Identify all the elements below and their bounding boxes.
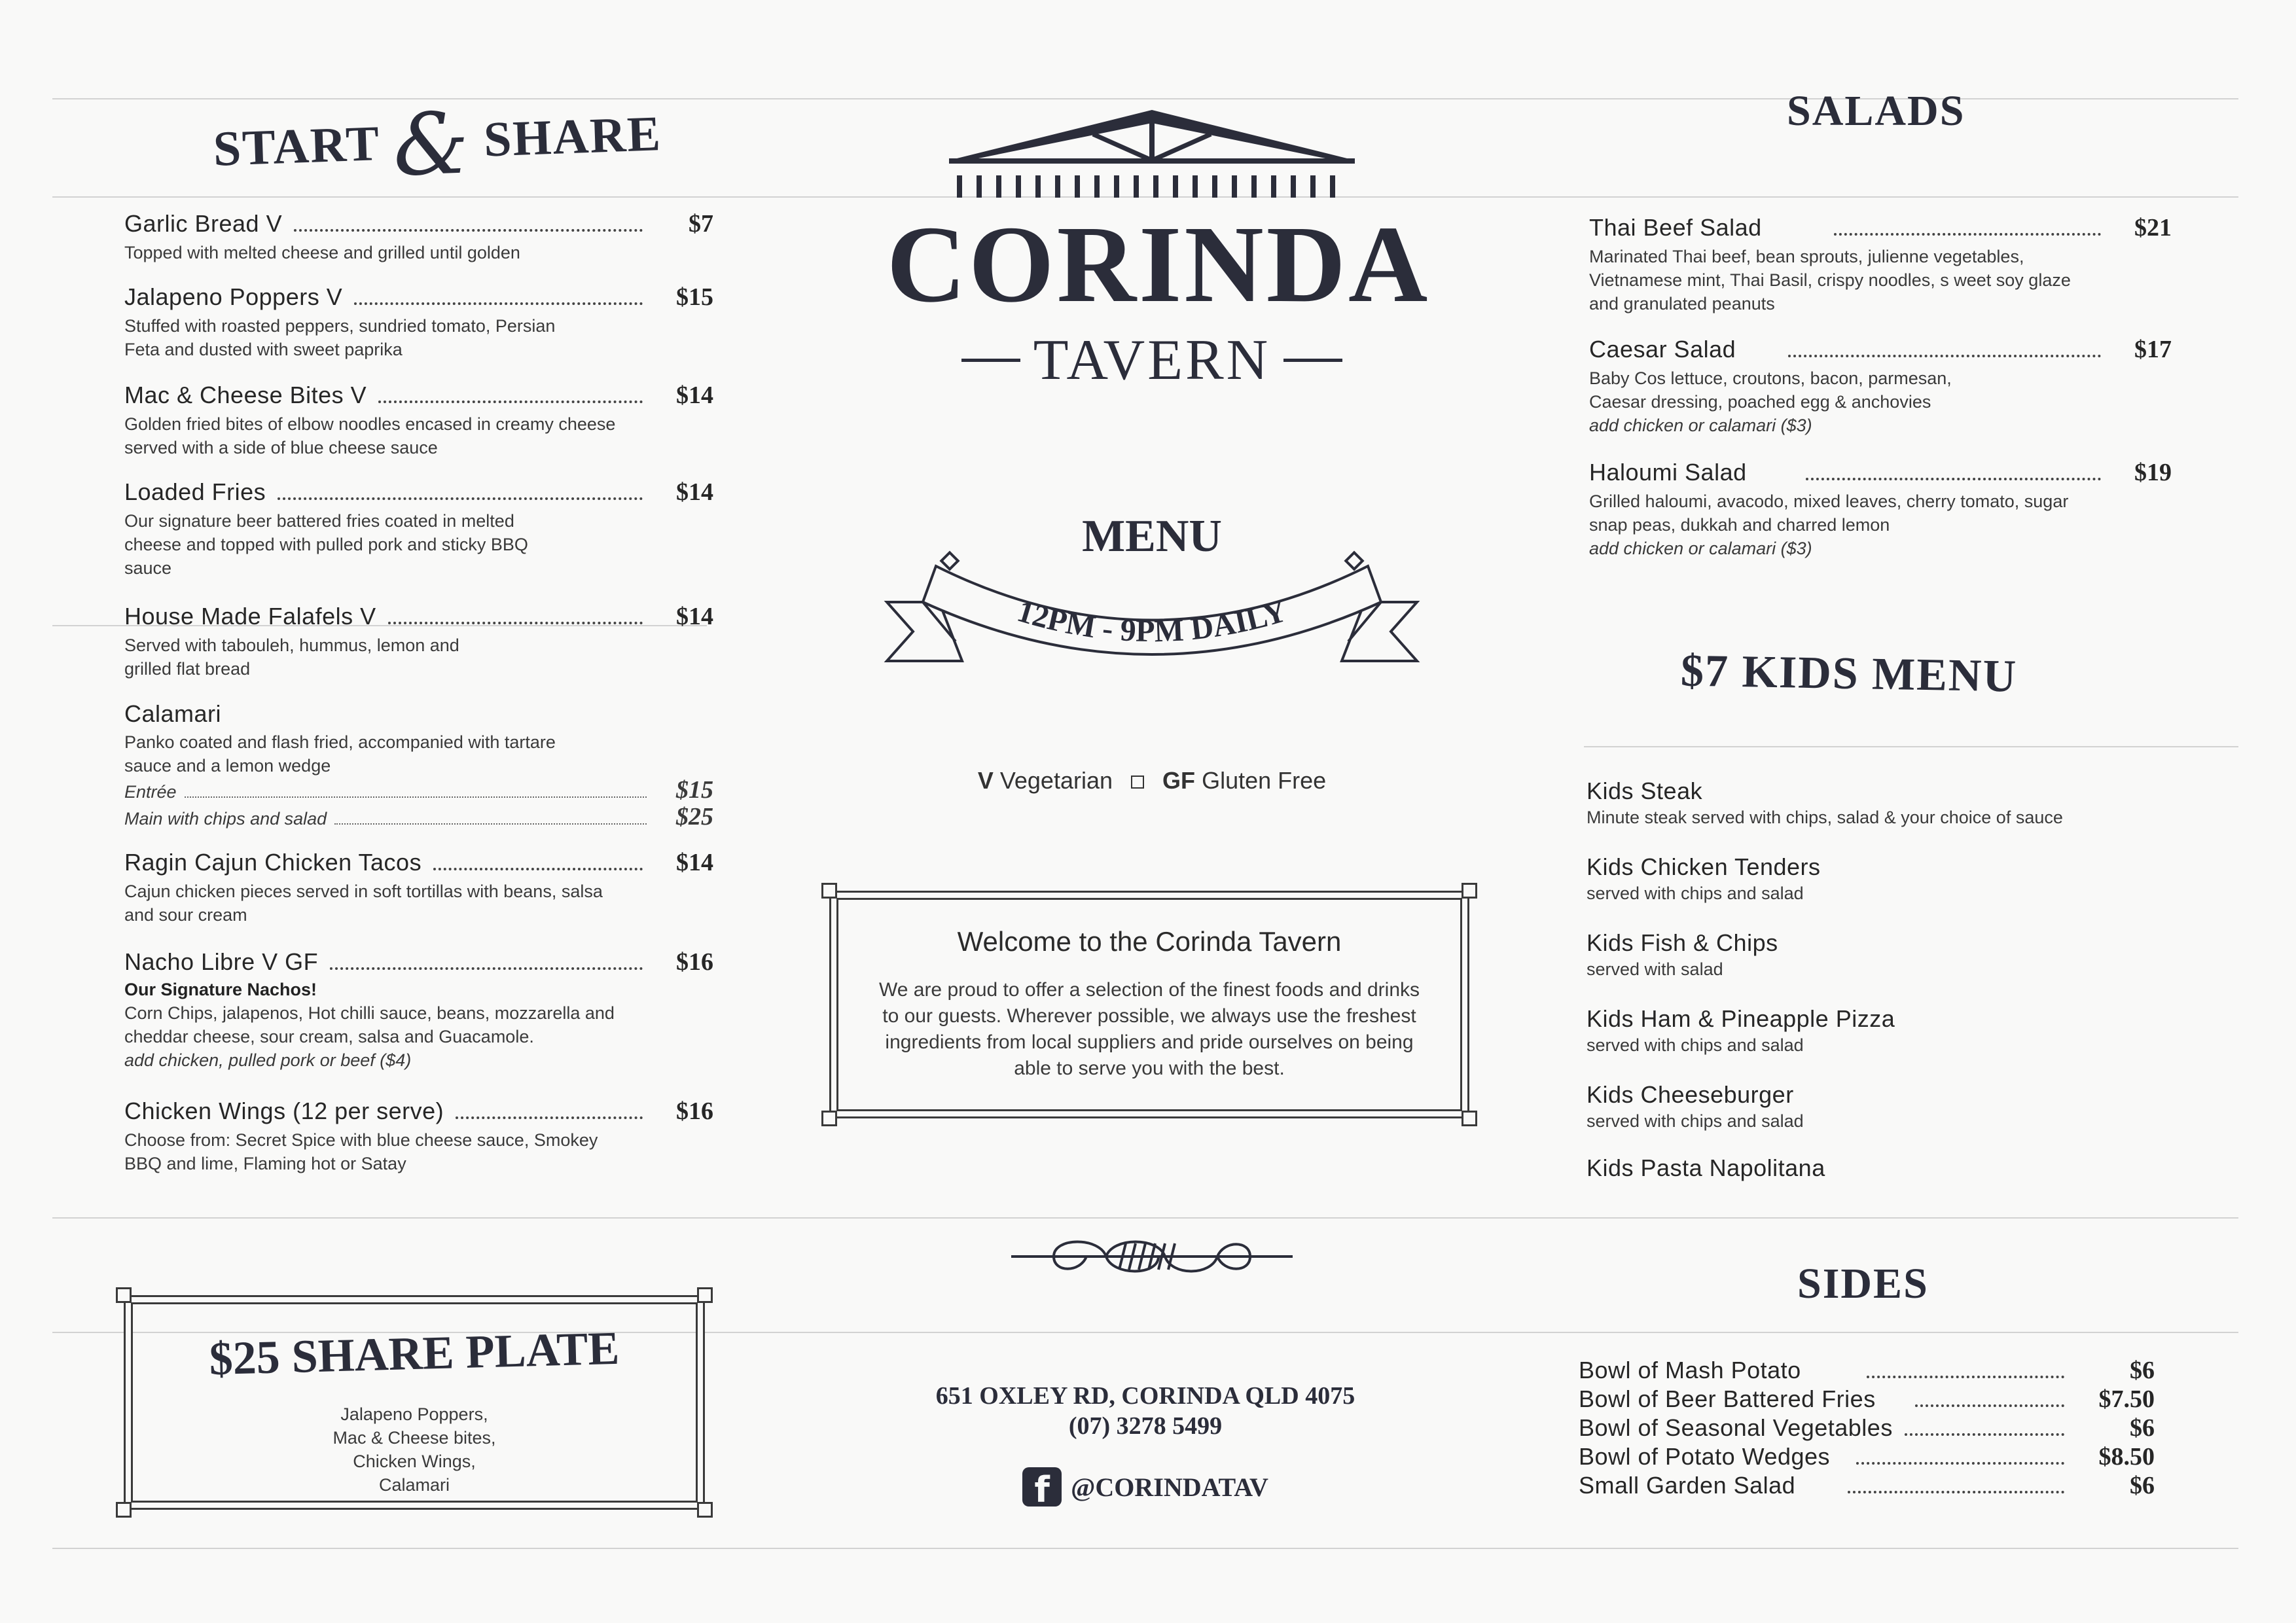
frame-corner: [1462, 1111, 1477, 1126]
menu-item: [124, 283, 713, 361]
item-name: Jalapeno Poppers V: [124, 283, 343, 310]
ampersand: &: [391, 93, 472, 196]
heading-word: SHARE: [482, 106, 663, 168]
item-name: Calamari: [124, 700, 222, 727]
item-desc: Choose from: Secret Spice with blue cheese sauce, Smokey BBQ and lime, Flaming hot or Satay: [124, 1130, 598, 1173]
legend-code: GF: [1162, 767, 1196, 794]
option-label: Entrée: [124, 782, 177, 802]
item-name: Kids Ham & Pineapple Pizza: [1587, 1005, 1895, 1032]
item-price: $16: [676, 1097, 713, 1125]
item-desc: Golden fried bites of elbow noodles encased in creamy cheese served with a side of blue cheese sauce: [124, 414, 616, 457]
item-addon: add chicken or calamari ($3): [1589, 539, 1812, 558]
item-desc: Panko coated and flash fried, accompanied with tartare sauce and a lemon wedge: [124, 732, 556, 776]
item-price: $14: [676, 382, 713, 409]
ribbon-banner-icon: [884, 537, 1420, 687]
item-addon: add chicken or calamari ($3): [1589, 416, 1812, 435]
item-desc: Our signature beer battered fries coated in melted cheese and topped with pulled pork and sticky BBQ sauce: [124, 511, 528, 578]
option-price: $25: [676, 803, 713, 830]
item-desc: Marinated Thai beef, bean sprouts, julienne vegetables, Vietnamese mint, Thai Basil, crispy noodles, s weet soy glaze and granulated peanuts: [1589, 247, 2071, 313]
legend-label: Vegetarian: [999, 767, 1113, 794]
menu-item: [124, 1097, 713, 1175]
share-plate-line: Calamari: [378, 1475, 450, 1495]
contact-block: [851, 1381, 1440, 1441]
menu-item: [124, 478, 713, 580]
item-desc: Corn Chips, jalapenos, Hot chilli sauce, beans, mozzarella and cheddar cheese, sour cream, salsa and Guacamole.: [124, 1003, 615, 1046]
item-price: $14: [676, 603, 713, 630]
phone[interactable]: (07) 3278 5499: [1068, 1412, 1223, 1440]
item-name: Kids Chicken Tenders: [1587, 853, 1821, 880]
item-price: $8.50: [2098, 1443, 2155, 1471]
square-bullet-icon: [1131, 776, 1144, 789]
start-share-list: [124, 0, 713, 1211]
menu-item: [124, 848, 713, 927]
item-price: $6: [2130, 1414, 2155, 1442]
side-item: [1579, 1385, 2155, 1414]
brand-name: CORINDA: [886, 204, 1431, 325]
item-desc: served with chips and salad: [1587, 883, 1804, 903]
item-tagline: Our Signature Nachos!: [124, 980, 317, 999]
item-price: $16: [676, 948, 713, 976]
item-desc: served with salad: [1587, 959, 1723, 979]
menu-item: [124, 602, 713, 681]
frame-corner: [116, 1502, 132, 1518]
share-plate-line: Chicken Wings,: [353, 1452, 476, 1471]
item-name: Ragin Cajun Chicken Tacos: [124, 849, 422, 876]
flourish-icon: [1008, 1230, 1296, 1283]
price-option: [124, 804, 713, 831]
sides-heading: SIDES: [1797, 1260, 1929, 1308]
frame-corner: [697, 1287, 713, 1303]
frame-corner: [821, 883, 837, 899]
item-name: Caesar Salad: [1589, 336, 1736, 363]
menu-item: [124, 209, 713, 264]
item-desc: served with chips and salad: [1587, 1035, 1804, 1055]
legend-label: Gluten Free: [1202, 767, 1327, 794]
welcome-title: Welcome to the Corinda Tavern: [957, 926, 1342, 957]
menu-item: [124, 381, 713, 459]
item-name: Bowl of Potato Wedges: [1579, 1443, 1831, 1470]
address: 651 OXLEY RD, CORINDA QLD 4075: [935, 1382, 1355, 1410]
item-price: $17: [2134, 336, 2172, 363]
item-desc: Stuffed with roasted peppers, sundried tomato, Persian Feta and dusted with sweet paprika: [124, 316, 556, 359]
item-price: $6: [2130, 1472, 2155, 1499]
item-name: Haloumi Salad: [1589, 459, 1747, 486]
item-name: Mac & Cheese Bites V: [124, 382, 367, 408]
side-item: [1579, 1414, 2155, 1442]
item-name: House Made Falafels V: [124, 603, 376, 630]
item-name: Kids Pasta Napolitana: [1587, 1154, 1825, 1181]
item-name: Chicken Wings (12 per serve): [124, 1097, 444, 1124]
side-item: [1579, 1356, 2155, 1385]
item-price: $14: [676, 849, 713, 876]
share-plate-line: Jalapeno Poppers,: [340, 1404, 488, 1424]
item-name: Kids Fish & Chips: [1587, 929, 1778, 956]
share-plate-box: [131, 1302, 698, 1503]
item-name: Garlic Bread V: [124, 210, 283, 237]
option-price: $15: [676, 776, 713, 804]
brand-sub-row: [956, 327, 1348, 393]
dietary-legend: [910, 767, 1394, 794]
facebook-handle[interactable]: @CORINDATAV: [1071, 1472, 1268, 1502]
item-name: Bowl of Seasonal Vegetables: [1579, 1414, 1893, 1441]
item-price: $14: [676, 478, 713, 506]
item-name: Loaded Fries: [124, 478, 266, 505]
kids-heading: $7 KIDS MENU: [1680, 645, 2018, 702]
divider: [1283, 359, 1342, 362]
facebook-handle-row[interactable]: [851, 1467, 1440, 1507]
menu-item: [124, 948, 713, 1072]
price-option: [124, 777, 713, 804]
item-name: Thai Beef Salad: [1589, 214, 1762, 241]
brand-sub: TAVERN: [1033, 329, 1271, 392]
frame-corner: [1462, 883, 1477, 899]
item-addon: add chicken, pulled pork or beef ($4): [124, 1050, 412, 1070]
item-price: $7: [689, 210, 713, 238]
item-name: Small Garden Salad: [1579, 1472, 1796, 1499]
welcome-box: [836, 898, 1462, 1111]
item-desc: Topped with melted cheese and grilled until golden: [124, 243, 520, 262]
item-desc: Served with tabouleh, hummus, lemon and grilled flat bread: [124, 635, 459, 679]
item-price: $21: [2134, 214, 2172, 241]
item-price: $7.50: [2098, 1385, 2155, 1413]
option-label: Main with chips and salad: [124, 809, 327, 829]
item-price: $15: [676, 283, 713, 311]
heading-word: START: [212, 116, 380, 177]
item-desc: Minute steak served with chips, salad & your choice of sauce: [1587, 808, 2063, 827]
menu-label: MENU: [1082, 511, 1222, 562]
item-name: Kids Cheeseburger: [1587, 1081, 1794, 1108]
divider: [961, 359, 1020, 362]
item-name: Nacho Libre V GF: [124, 948, 319, 975]
item-desc: served with chips and salad: [1587, 1111, 1804, 1131]
item-price: $19: [2134, 459, 2172, 486]
item-desc: Grilled haloumi, avacodo, mixed leaves, cherry tomato, sugar snap peas, dukkah and charred lemon: [1589, 491, 2069, 535]
item-name: Bowl of Mash Potato: [1579, 1357, 1801, 1383]
legend-code: V: [977, 767, 994, 794]
frame-corner: [116, 1287, 132, 1303]
roof-logo-icon: [942, 105, 1361, 203]
hours-text: 12PM - 9PM DAILY: [1013, 594, 1291, 649]
sides-list: [1579, 0, 2168, 1571]
share-plate-lines: [133, 1402, 696, 1497]
salads-heading: SALADS: [1787, 87, 1965, 135]
share-plate-line: Mac & Cheese bites,: [332, 1428, 496, 1448]
menu-item: [124, 700, 713, 831]
item-name: Kids Steak: [1587, 777, 1703, 804]
facebook-icon: f: [1022, 1467, 1062, 1507]
frame-corner: [821, 1111, 837, 1126]
item-desc: Baby Cos lettuce, croutons, bacon, parmesan, Caesar dressing, poached egg & anchovies: [1589, 368, 1952, 412]
welcome-body: We are proud to offer a selection of the finest foods and drinks to our guests. Wherever possible, we always use the freshest ingredients from local suppliers and pride ourselves on being able to serve you with the best.: [878, 979, 1420, 1079]
share-plate-title: $25 SHARE PLATE: [208, 1321, 620, 1385]
item-desc: Cajun chicken pieces served in soft tortillas with beans, salsa and sour cream: [124, 882, 603, 925]
side-item: [1579, 1471, 2155, 1500]
item-name: Bowl of Beer Battered Fries: [1579, 1385, 1876, 1412]
frame-corner: [697, 1502, 713, 1518]
side-item: [1579, 1442, 2155, 1471]
item-price: $6: [2130, 1357, 2155, 1384]
